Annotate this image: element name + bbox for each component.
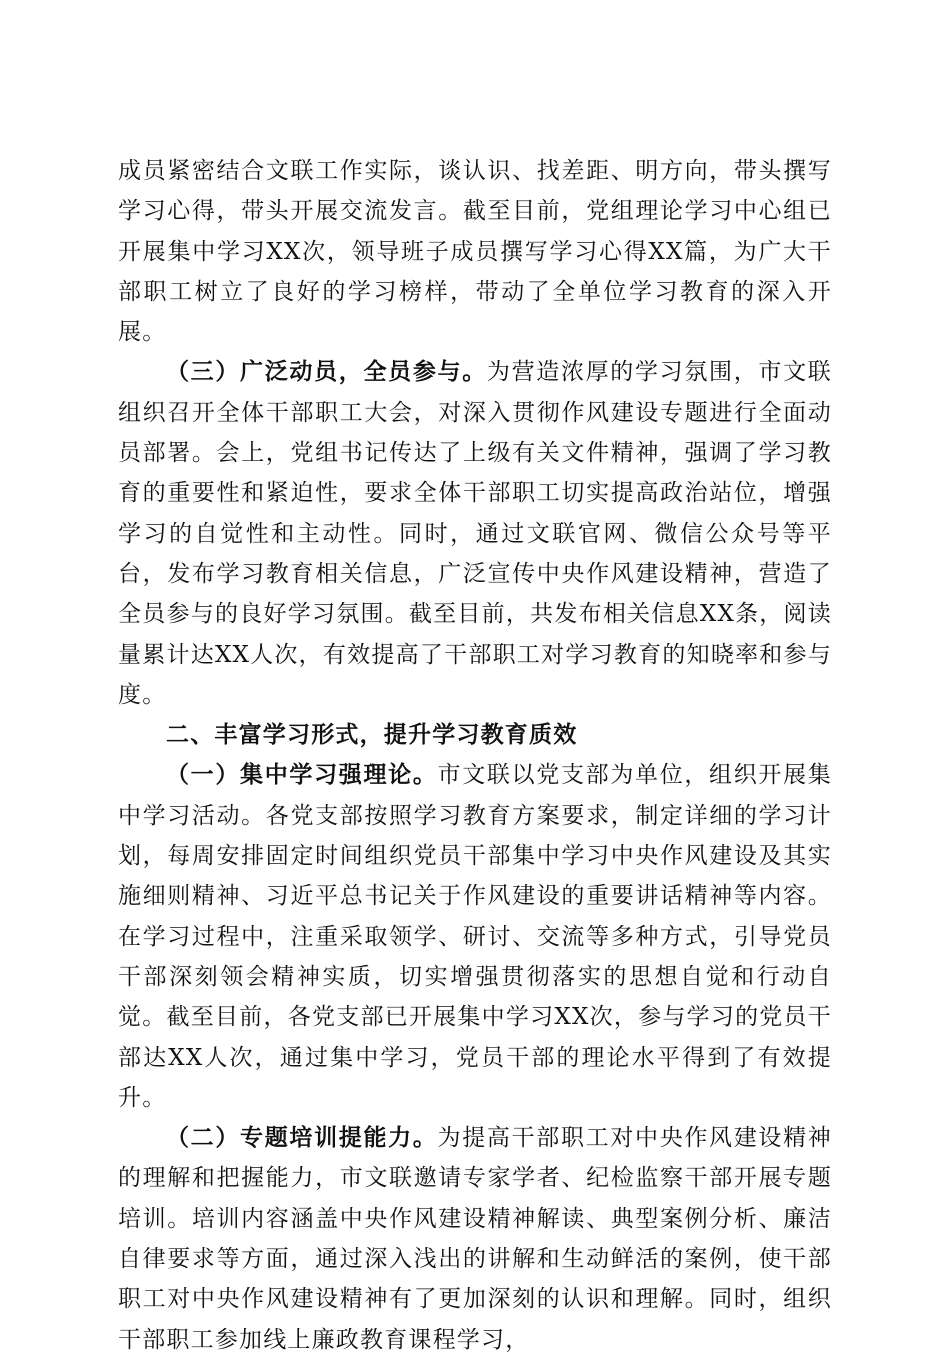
- document-body: [118, 151, 832, 1360]
- paragraph-text: 为提高干部职工对中央作风建设精神的理解和把握能力，市文联邀请专家学者、纪检监察干部开展专题培训。培训内容涵盖中央作风建设精神解读、典型案例分析、廉洁自律要求等方面，通过深入浅出的讲解和生动鲜活的案例，使干部职工对中央作风建设精神有了更加深刻的认识和理解。同时，组织干部职工参加线上廉政教育课程学习，: [118, 1125, 832, 1353]
- paragraph-mobilization: [118, 352, 832, 715]
- paragraph-leadership-study: [118, 151, 832, 352]
- paragraph-lead-heading: （二）专题培训提能力。: [166, 1124, 438, 1152]
- section-heading-2: 二、丰富学习形式，提升学习教育质效: [166, 722, 578, 749]
- paragraph-lead-heading: （一）集中学习强理论。: [166, 761, 438, 789]
- paragraph-lead-heading: （三）广泛动员，全员参与。: [166, 358, 487, 386]
- paragraph-text: 市文联以党支部为单位，组织开展集中学习活动。各党支部按照学习教育方案要求，制定详细的学习计划，每周安排固定时间组织党员干部集中学习中央作风建设及其实施细则精神、习近平总书记关于作风建设的重要讲话精神等内容。在学习过程中，注重采取领学、研讨、交流等多种方式，引导党员干部深刻领会精神实质，切实增强贯彻落实的思想自觉和行动自觉。截至目前，各党支部已开展集中学习XX次，参与学习的党员干部达XX人次，通过集中学习，党员干部的理论水平得到了有效提升。: [118, 762, 832, 1111]
- paragraph-text: 为营造浓厚的学习氛围，市文联组织召开全体干部职工大会，对深入贯彻作风建设专题进行全面动员部署。会上，党组书记传达了上级有关文件精神，强调了学习教育的重要性和紧迫性，要求全体干部职工切实提高政治站位，增强学习的自觉性和主动性。同时，通过文联官网、微信公众号等平台，发布学习教育相关信息，广泛宣传中央作风建设精神，营造了全员参与的良好学习氛围。截至目前，共发布相关信息XX条，阅读量累计达XX人次，有效提高了干部职工对学习教育的知晓率和参与度。: [118, 359, 832, 708]
- paragraph-special-training: [118, 1118, 832, 1360]
- paragraph-text: 成员紧密结合文联工作实际，谈认识、找差距、明方向，带头撰写学习心得，带头开展交流发言。截至目前，党组理论学习中心组已开展集中学习XX次，领导班子成员撰写学习心得XX篇，为广大干部职工树立了良好的学习榜样，带动了全单位学习教育的深入开展。: [118, 158, 832, 346]
- paragraph-centralized-study: [118, 755, 832, 1118]
